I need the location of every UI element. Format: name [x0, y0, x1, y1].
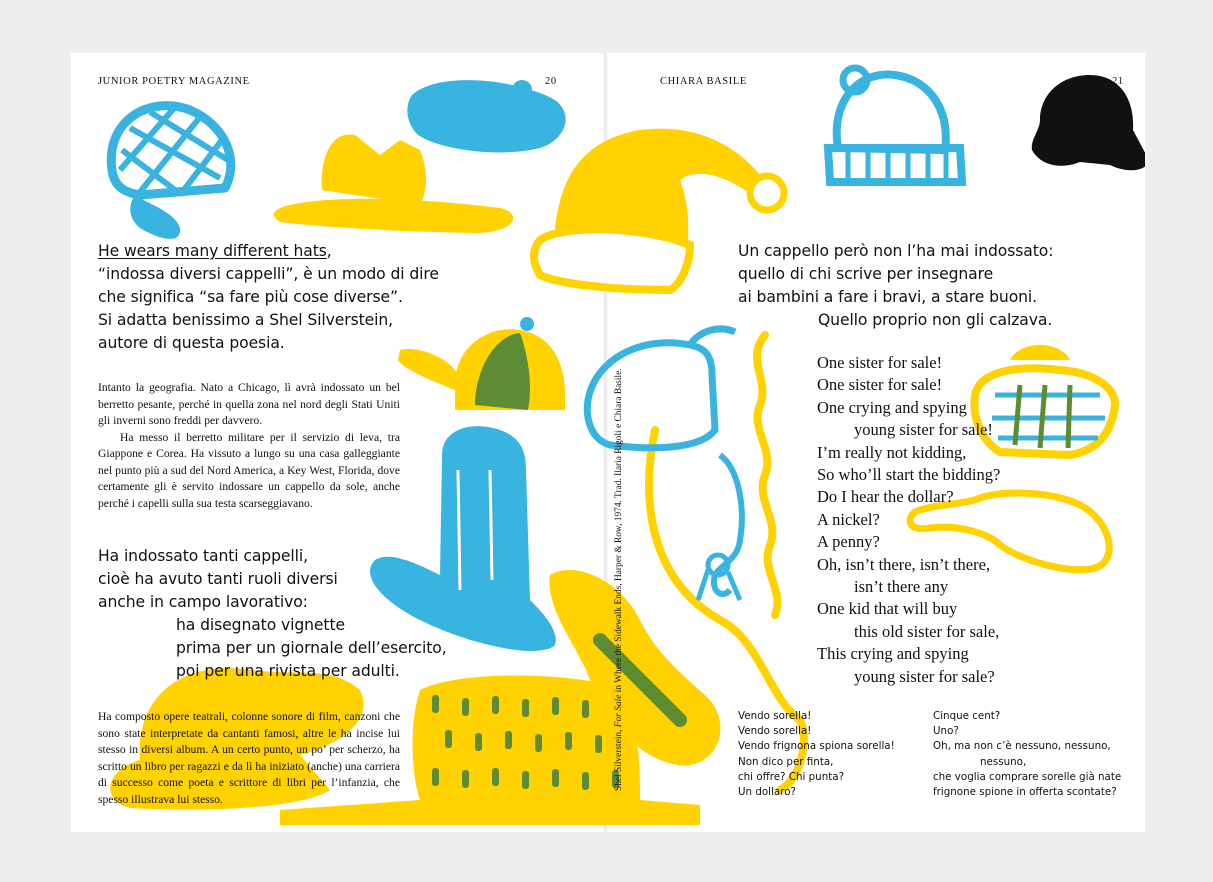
middle-line: Ha indossato tanti cappelli,	[98, 547, 308, 565]
black-bowler-hat-illustration	[1032, 75, 1150, 170]
left-page-number: 20	[545, 76, 557, 87]
right-intro-line: Un cappello però non l’ha mai indossato:	[738, 242, 1054, 260]
poem-line: One kid that will buy	[817, 599, 958, 619]
left-intro-text: He wears many different hats, “indossa diversi cappelli”, è un modo di dire che significa “sa fare più cose diverse”. Si adatta benissimo a Shel Silverstein, autore di questa poesia.	[98, 240, 439, 355]
translation-line: Non dico per finta,	[738, 755, 834, 768]
right-intro-line: quello di chi scrive per insegnare	[738, 265, 994, 283]
blue-grid-cap-illustration	[111, 106, 231, 239]
blue-bow-illustration	[698, 455, 742, 600]
intro-line: Si adatta benissimo a Shel Silverstein,	[98, 311, 393, 329]
intro-line: autore di questa poesia.	[98, 334, 285, 352]
poem-line: A penny?	[817, 532, 880, 552]
middle-line: cioè ha avuto tanti ruoli diversi	[98, 570, 338, 588]
intro-line: che significa “sa fare più cose diverse”.	[98, 288, 403, 306]
poem-line: This crying and spying	[817, 644, 969, 664]
left-body-paragraphs	[98, 380, 400, 512]
translation-line: Vendo sorella!	[738, 710, 812, 722]
poem-line: So who’ll start the bidding?	[817, 465, 1001, 485]
left-header-title: JUNIOR POETRY MAGAZINE	[98, 76, 250, 87]
poem-line: young sister for sale?	[854, 666, 995, 686]
translation-line: nessuno,	[980, 755, 1027, 768]
poem-line: Do I hear the dollar?	[817, 487, 954, 507]
poem-line: One sister for sale!	[817, 353, 943, 372]
blue-beanie-illustration	[828, 68, 962, 182]
poem-line: One sister for sale!	[817, 375, 943, 395]
middle-line: poi per una rivista per adulti.	[176, 662, 400, 680]
right-intro-text	[738, 240, 1053, 332]
translation-line: Vendo frignona spiona sorella!	[738, 740, 895, 753]
translation-line: Oh, ma non c’è nessuno, nessuno,	[933, 740, 1111, 753]
paragraph-3: Ha composto opere teatrali, colonne sonore di film, canzoni che sono state interpretate da cantanti famosi, altre le ha incise lui stesso in diversi album. A un certo punto, un po’ per scherzo, ha scritto un libro per ragazzi e da lì ha iniziato (anche) una carriera di successo come poeta e scrittore di libri per l’infanzia, che spesso illustrava lui stesso.	[98, 710, 400, 806]
poem-line: isn’t there any	[854, 577, 949, 597]
middle-line: ha disegnato vignette	[176, 616, 345, 634]
translation-line: Vendo sorella!	[738, 725, 812, 738]
intro-underlined-phrase: He wears many different hats	[98, 242, 327, 260]
translation-line: Cinque cent?	[933, 710, 1001, 722]
translation-line: chi offre? Chi punta?	[738, 770, 845, 783]
middle-line: anche in campo lavorativo:	[98, 593, 308, 611]
translation-line: che voglia comprare sorelle già nate	[933, 770, 1122, 783]
left-middle-text	[98, 545, 447, 683]
translation-line: frignone spione in offerta scontate?	[933, 786, 1117, 799]
right-intro-line: ai bambini a fare i bravi, a stare buoni.	[738, 288, 1038, 306]
poem-line: One crying and spying	[817, 397, 967, 417]
poem-line: I’m really not kidding,	[817, 442, 967, 462]
paragraph-2: Ha messo il berretto militare per il servizio di leva, tra Giappone e Corea. Ha vissuto a lungo su una casa galleggiante nel punto più a sud del Nord America, a Key West, Florida, dove certamente gli è servito indossare un cappello da sole, anche perché i capelli sulla sua testa scarseggiavano.	[98, 430, 400, 510]
poem-credit: Shel Silverstein, For Sale in Where the Sidewalk Ends, Harper & Row, 1974. Trad. Ilaria Rigoli e Chiara Basile.	[614, 368, 624, 791]
left-body-paragraph-3	[98, 709, 400, 808]
poem-title: For Sale	[614, 694, 624, 728]
right-page-number: 21	[1112, 76, 1124, 87]
poem-english	[817, 352, 1000, 688]
right-header-title: CHIARA BASILE	[660, 76, 747, 87]
blue-beret-illustration	[407, 80, 565, 152]
translation-column-1	[738, 709, 895, 800]
poem-line: this old sister for sale,	[854, 621, 1000, 641]
right-intro-line: Quello proprio non gli calzava.	[818, 311, 1053, 329]
middle-line: prima per un giornale dell’esercito,	[176, 639, 447, 657]
poem-line: A nickel?	[817, 509, 880, 529]
translation-column-2	[933, 709, 1121, 800]
paragraph-1: Intanto la geografia. Nato a Chicago, lì avrà indossato un bel berretto pesante, perché in quella zona nel nord degli Stati Uniti gli inverni sono freddi per davvero.	[98, 381, 400, 427]
translation-line: Un dollaro?	[738, 786, 796, 799]
translation-line: Uno?	[933, 725, 959, 738]
poem-line: Oh, isn’t there, isn’t there,	[817, 554, 991, 574]
poem-line: young sister for sale!	[854, 420, 993, 440]
blue-outline-cap-illustration	[587, 329, 735, 448]
intro-line: “indossa diversi cappelli”, è un modo di dire	[98, 265, 439, 283]
